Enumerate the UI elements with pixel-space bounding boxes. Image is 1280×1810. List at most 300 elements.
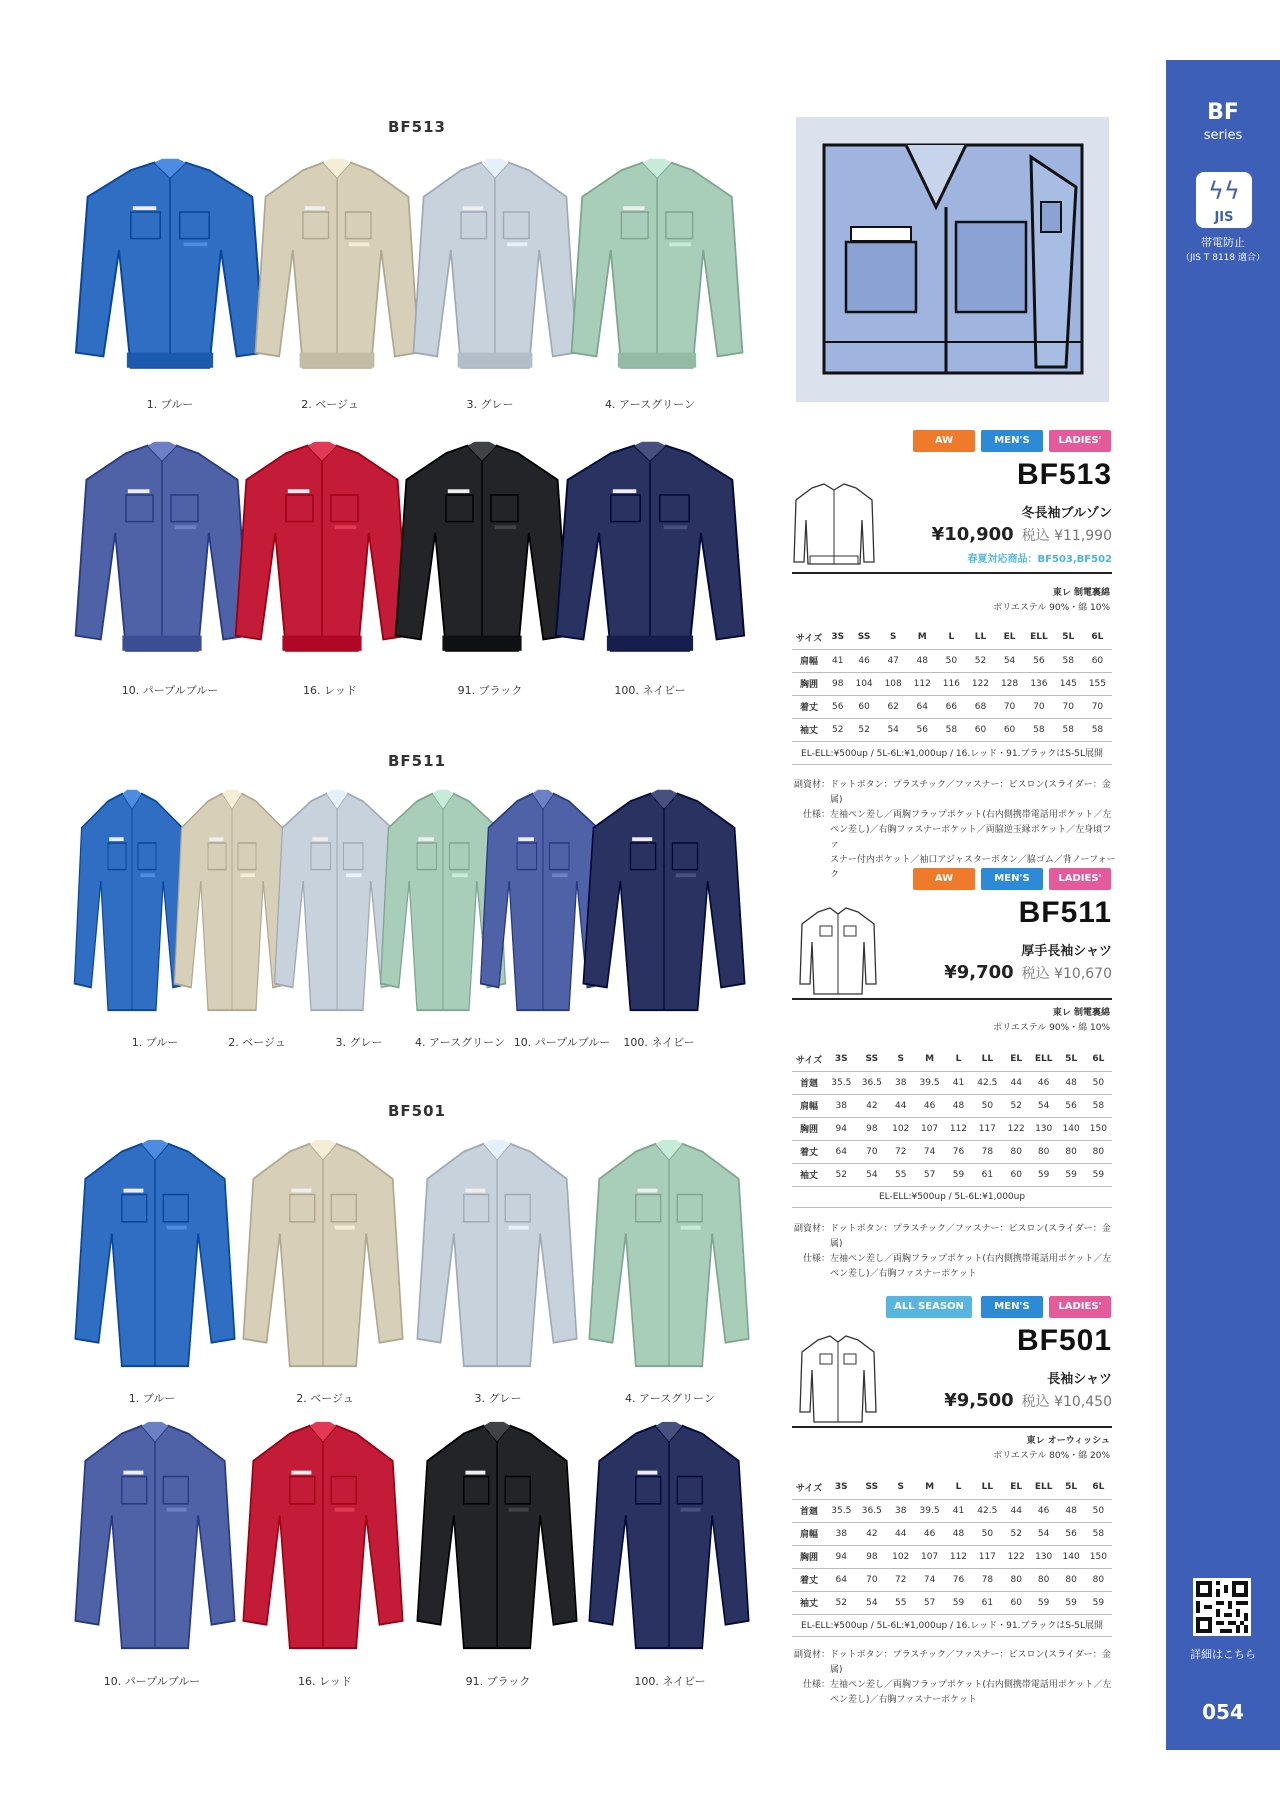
size-cell: 42 [857,1094,888,1117]
mens-badge: MEN'S [981,868,1043,890]
size-cell: 52 [966,649,995,672]
spec-label: 仕様： [802,810,830,820]
size-cell: 35.5 [826,1071,857,1094]
price-tax-included: 税込 ¥11,990 [1021,528,1112,544]
jacket-image [552,438,748,666]
spec-text: ドットボタン：プラスチック／ファスナー：ビスロン(スライダー：金属) [830,1650,1111,1675]
size-cell: 35.5 [826,1499,857,1522]
size-cell: 6L [1083,626,1112,649]
jacket-image [568,155,746,383]
size-cell: 42.5 [972,1499,1003,1522]
size-cell: 3S [826,1476,857,1499]
size-row [792,1591,1112,1614]
size-cell: 44 [1003,1499,1030,1522]
size-row [792,1094,1112,1117]
divider [792,998,1112,1000]
size-cell: 59 [945,1591,972,1614]
row-label: 胸囲 [792,1545,826,1568]
size-cell: 36.5 [857,1499,888,1522]
size-cell: 48 [1058,1071,1085,1094]
row-label: 着丈 [792,695,826,718]
fabric-brand: 東レ 制電裏綿 [1052,588,1110,598]
color-label: 100. ネイビー [623,1036,695,1049]
size-cell: 47 [879,649,908,672]
size-cell: 5L [1058,1476,1085,1499]
size-cell: 136 [1024,672,1054,695]
size-cell: EL [1003,1476,1030,1499]
size-cell: 44 [1003,1071,1030,1094]
spec-text: スナー付内ポケット／袖口アジャスターボタン／脇ゴム／背ノーフォーク [830,855,1116,880]
size-cell: 112 [945,1545,972,1568]
size-cell: 62 [879,695,908,718]
size-cell: S [887,1048,914,1071]
fabric-brand: 東レ 制電裏綿 [1052,1008,1110,1018]
size-cell: 80 [1030,1568,1058,1591]
size-cell: 54 [857,1591,888,1614]
size-row [792,1522,1112,1545]
blouson-sketch-icon [792,480,876,576]
size-cell: 60 [1003,1591,1030,1614]
color-label: 16. レッド [298,1675,352,1688]
related-products: 春夏対応商品：BF503,BF502 [967,554,1112,565]
shirt-image [586,1418,752,1652]
price: ¥10,900 [931,524,1014,545]
size-cell: 59 [1085,1591,1112,1614]
size-row [792,1140,1112,1163]
size-cell: 117 [972,1117,1003,1140]
size-cell: M [914,1476,945,1499]
page-number: 054 [1202,1700,1244,1724]
size-cell: 54 [1030,1094,1058,1117]
size-cell: 41 [945,1071,972,1094]
size-cell: 140 [1058,1117,1085,1140]
size-cell: ELL [1030,1476,1058,1499]
color-label: 3. グレー [466,398,514,411]
price: ¥9,500 [944,1390,1014,1411]
price: ¥9,700 [944,962,1014,983]
size-row [792,1568,1112,1591]
size-note: EL-ELL:¥500up / 5L-6L:¥1,000up / 16.レッド・91.ブラックはS-5L展開 [792,746,1112,765]
spec-label: 仕様： [802,1254,830,1264]
qr-code-icon[interactable] [1193,1578,1251,1636]
size-cell: L [937,626,966,649]
size-table [792,1476,1112,1615]
size-cell: 56 [1058,1522,1085,1545]
price-block [880,1390,1112,1411]
size-cell: 76 [945,1140,972,1163]
size-cell: 80 [1058,1568,1085,1591]
size-cell: 59 [1058,1591,1085,1614]
size-row [792,1071,1112,1094]
size-note: EL-ELL:¥500up / 5L-6L:¥1,000up / 16.レッド・91.ブラックはS-5L展開 [792,1618,1112,1637]
jacket-image [72,438,252,666]
size-row [792,1545,1112,1568]
size-cell: 112 [908,672,937,695]
size-cell: 61 [972,1591,1003,1614]
size-cell: 56 [826,695,850,718]
size-cell: 55 [887,1591,914,1614]
size-cell: 145 [1054,672,1083,695]
size-cell: 80 [1003,1140,1030,1163]
section-title-bf501: BF501 [388,1102,446,1120]
spec-line [790,1267,1120,1282]
size-cell: 58 [1085,1522,1112,1545]
spec-line [790,1678,1120,1693]
spec-label [790,1693,830,1708]
spec-line [790,808,1120,823]
size-cell: 48 [945,1094,972,1117]
size-cell: 50 [972,1522,1003,1545]
size-row [792,649,1112,672]
spec-line [790,823,1120,853]
price-block [880,962,1112,983]
size-cell: 74 [914,1140,945,1163]
row-label: 肩幅 [792,1094,826,1117]
row-label: サイズ [792,1048,826,1071]
shirt-image [72,1418,238,1652]
size-cell: 52 [826,1591,857,1614]
size-cell: 42.5 [972,1071,1003,1094]
mens-badge: MEN'S [981,1296,1043,1318]
spec-text: ペン差し)／右胸ファスナーポケット [830,1269,977,1279]
size-cell: 68 [966,695,995,718]
size-cell: 44 [887,1094,914,1117]
jacket-closeup-drawing [796,117,1109,402]
jacket-image [232,438,412,666]
antistatic-label: 帯電防止 [1201,236,1245,249]
size-cell: 41 [945,1499,972,1522]
size-cell: 54 [1030,1522,1058,1545]
spec-line [790,778,1120,808]
jis-antistatic-icon [1196,172,1252,228]
size-row [792,1163,1112,1186]
spec-text: ペン差し)／右胸ファスナーポケット [830,1695,977,1705]
size-row [792,718,1112,741]
size-cell: 60 [966,718,995,741]
size-cell: 57 [914,1163,945,1186]
size-cell: 60 [1003,1163,1030,1186]
size-cell: ELL [1024,626,1054,649]
spec-line [790,1222,1120,1252]
size-cell: 58 [1083,718,1112,741]
size-cell: 6L [1085,1476,1112,1499]
size-cell: 58 [1054,718,1083,741]
spec-text: ペン差し)／右胸ファスナーポケット／両脇逆玉縁ポケット／左身頃ファ [830,825,1112,850]
size-cell: 122 [1003,1117,1030,1140]
color-label: 10. パープルブルー [513,1036,611,1049]
size-cell: 52 [1003,1522,1030,1545]
size-cell: 70 [1054,695,1083,718]
row-label: 袖丈 [792,1591,826,1614]
size-cell: 74 [914,1568,945,1591]
size-cell: 58 [1024,718,1054,741]
divider [792,572,1112,574]
size-cell: 50 [1085,1071,1112,1094]
size-cell: 60 [850,695,879,718]
size-cell: 55 [887,1163,914,1186]
size-cell: 80 [1085,1140,1112,1163]
season-badge: ALL SEASON [886,1296,972,1318]
size-cell: EL [995,626,1024,649]
size-cell: 5L [1058,1048,1085,1071]
size-cell: 61 [972,1163,1003,1186]
size-cell: 46 [914,1094,945,1117]
size-cell: 54 [857,1163,888,1186]
shirt-image [72,1136,238,1370]
color-label: 1. ブルー [131,1036,179,1049]
row-label: 肩幅 [792,649,826,672]
shirt-sketch-icon [798,1334,878,1428]
size-cell: 56 [1058,1094,1085,1117]
size-header-row [792,1048,1112,1071]
row-label: 袖丈 [792,718,826,741]
size-cell: 50 [972,1094,1003,1117]
spec-text: 左袖ペン差し／両胸フラップポケット(右内側携帯電話用ポケット／左 [830,1254,1112,1264]
jacket-image [252,155,422,383]
color-label: 2. ベージュ [296,1392,354,1405]
size-cell: 59 [1030,1591,1058,1614]
ladies-badge: LADIES' [1049,1296,1111,1318]
spec-label: 副資材： [793,780,830,790]
product-code: BF501 [1016,1324,1112,1357]
fabric-brand: 東レ オーウィッシュ [1026,1436,1110,1446]
size-cell: 41 [826,649,850,672]
size-header-row [792,1476,1112,1499]
ladies-badge: LADIES' [1049,430,1111,452]
row-label: サイズ [792,626,826,649]
price-block [880,524,1112,545]
size-cell: 150 [1085,1117,1112,1140]
color-label: 4. アースグリーン [605,398,695,411]
size-cell: 150 [1085,1545,1112,1568]
size-cell: M [914,1048,945,1071]
size-row [792,1499,1112,1522]
color-label: 16. レッド [303,684,357,697]
spec-label: 仕様： [802,1680,830,1690]
size-cell: 128 [995,672,1024,695]
color-label: 91. ブラック [465,1675,531,1688]
row-label: サイズ [792,1476,826,1499]
shirt-image [586,1136,752,1370]
size-cell: 38 [887,1499,914,1522]
jis-standard-note: （JIS T 8118 適合） [1180,253,1265,263]
size-cell: 98 [826,672,850,695]
size-table [792,1048,1112,1187]
size-cell: 70 [1024,695,1054,718]
size-cell: 98 [857,1117,888,1140]
fabric-info [880,1434,1110,1464]
detail-illustration [796,117,1109,402]
size-cell: 66 [937,695,966,718]
size-cell: 72 [887,1568,914,1591]
size-row [792,1117,1112,1140]
size-header-row [792,626,1112,649]
size-cell: 38 [887,1071,914,1094]
size-cell: 78 [972,1140,1003,1163]
size-cell: 39.5 [914,1499,945,1522]
shirt-image [414,1136,580,1370]
spec-label: 副資材： [793,1224,830,1234]
size-note: EL-ELL:¥500up / 5L-6L:¥1,000up [792,1192,1112,1208]
size-cell: 70 [857,1140,888,1163]
size-cell: 52 [826,718,850,741]
size-cell: 44 [887,1522,914,1545]
section-title-bf513: BF513 [388,118,446,136]
size-cell: 59 [1085,1163,1112,1186]
size-cell: 102 [887,1117,914,1140]
size-cell: 38 [826,1522,857,1545]
spec-line [790,1252,1120,1267]
size-cell: 70 [857,1568,888,1591]
shirt-image [240,1136,406,1370]
shirt-image [580,786,748,1014]
spec-list [790,1648,1120,1708]
size-cell: M [908,626,937,649]
row-label: 首廻 [792,1071,826,1094]
size-cell: 64 [826,1140,857,1163]
row-label: 袖丈 [792,1163,826,1186]
spec-line [790,1693,1120,1708]
size-cell: 36.5 [857,1071,888,1094]
details-link[interactable]: 詳細はこちら [1190,1648,1256,1661]
shirt-image [240,1418,406,1652]
fabric-composition: ポリエステル 90%・綿 10% [993,1023,1110,1033]
size-cell: 64 [908,695,937,718]
spec-label [790,823,830,853]
product-code: BF511 [1018,896,1112,929]
size-cell: 59 [1030,1163,1058,1186]
product-name: 冬長袖ブルゾン [1021,506,1112,521]
size-cell: 56 [1024,649,1054,672]
size-cell: 80 [1058,1140,1085,1163]
size-cell: 78 [972,1568,1003,1591]
spec-text: ドットボタン：プラスチック／ファスナー：ビスロン(スライダー：金属) [830,1224,1111,1249]
color-label: 4. アースグリーン [415,1036,505,1049]
shirt-image [414,1418,580,1652]
size-cell: SS [857,1476,888,1499]
spec-text: 左袖ペン差し／両胸フラップポケット(右内側携帯電話用ポケット／左 [830,810,1112,820]
fabric-composition: ポリエステル 90%・綿 10% [993,603,1110,613]
fabric-composition: ポリエステル 80%・綿 20% [993,1451,1110,1461]
size-cell: 60 [1083,649,1112,672]
size-cell: 50 [937,649,966,672]
size-cell: 107 [914,1545,945,1568]
size-cell: 80 [1003,1568,1030,1591]
size-cell: 42 [857,1522,888,1545]
size-cell: L [945,1048,972,1071]
size-row [792,695,1112,718]
row-label: 首廻 [792,1499,826,1522]
size-table [792,626,1112,742]
size-cell: 48 [908,649,937,672]
size-cell: LL [972,1476,1003,1499]
season-badge: AW [913,430,975,452]
size-cell: 56 [908,718,937,741]
size-cell: 122 [966,672,995,695]
product-name: 長袖シャツ [1047,1372,1112,1387]
color-label: 2. ベージュ [301,398,359,411]
jacket-image [410,155,580,383]
color-label: 10. パープルブルー [103,1675,201,1688]
spec-list [790,1222,1120,1282]
jis-text: JIS [1214,210,1234,225]
price-tax-included: 税込 ¥10,450 [1021,1394,1112,1410]
size-cell: SS [850,626,879,649]
product-code: BF513 [1016,458,1112,491]
series-brand: BF [1207,100,1239,125]
product-name: 厚手長袖シャツ [1021,944,1112,959]
size-cell: 94 [826,1545,857,1568]
size-cell: 52 [850,718,879,741]
color-label: 100. ネイビー [634,1675,706,1688]
color-label: 1. ブルー [146,398,194,411]
size-cell: 60 [995,718,1024,741]
shirt-sketch-icon [798,906,878,1000]
size-cell: 76 [945,1568,972,1591]
spec-label [790,853,830,883]
spec-label [790,1267,830,1282]
size-cell: 6L [1085,1048,1112,1071]
fabric-info [880,586,1110,616]
size-cell: 58 [1085,1094,1112,1117]
size-cell: 80 [1085,1568,1112,1591]
size-cell: 48 [945,1522,972,1545]
size-cell: 98 [857,1545,888,1568]
size-cell: 5L [1054,626,1083,649]
size-cell: 59 [945,1163,972,1186]
size-cell: S [887,1476,914,1499]
ladies-badge: LADIES' [1049,868,1111,890]
size-cell: SS [857,1048,888,1071]
size-cell: 54 [995,649,1024,672]
size-cell: L [945,1476,972,1499]
size-cell: LL [972,1048,1003,1071]
size-cell: 38 [826,1094,857,1117]
size-cell: 80 [1030,1140,1058,1163]
size-cell: 112 [945,1117,972,1140]
size-cell: 3S [826,626,850,649]
size-cell: 39.5 [914,1071,945,1094]
size-cell: 108 [879,672,908,695]
spec-text: 左袖ペン差し／両胸フラップポケット(右内側携帯電話用ポケット／左 [830,1680,1112,1690]
mens-badge: MEN'S [981,430,1043,452]
series-label: series [1203,128,1243,143]
size-cell: 52 [1003,1094,1030,1117]
spec-text: ドットボタン：プラスチック／ファスナー：ビスロン(スライダー：金属) [830,780,1111,805]
color-label: 3. グレー [335,1036,383,1049]
size-cell: 117 [972,1545,1003,1568]
size-cell: 104 [850,672,879,695]
size-cell: S [879,626,908,649]
spec-label: 副資材： [793,1650,830,1660]
color-label: 10. パープルブルー [121,684,219,697]
lightning-icon: ϟϟ [1208,177,1240,205]
size-cell: 94 [826,1117,857,1140]
jacket-image [72,155,268,383]
size-cell: 46 [914,1522,945,1545]
color-label: 4. アースグリーン [625,1392,715,1405]
color-label: 1. ブルー [128,1392,176,1405]
size-cell: 46 [850,649,879,672]
size-cell: 102 [887,1545,914,1568]
color-label: 3. グレー [474,1392,522,1405]
series-sidebar [1166,60,1280,1750]
size-cell: 54 [879,718,908,741]
divider [792,1426,1112,1428]
size-cell: EL [1003,1048,1030,1071]
size-cell: 122 [1003,1545,1030,1568]
row-label: 着丈 [792,1140,826,1163]
